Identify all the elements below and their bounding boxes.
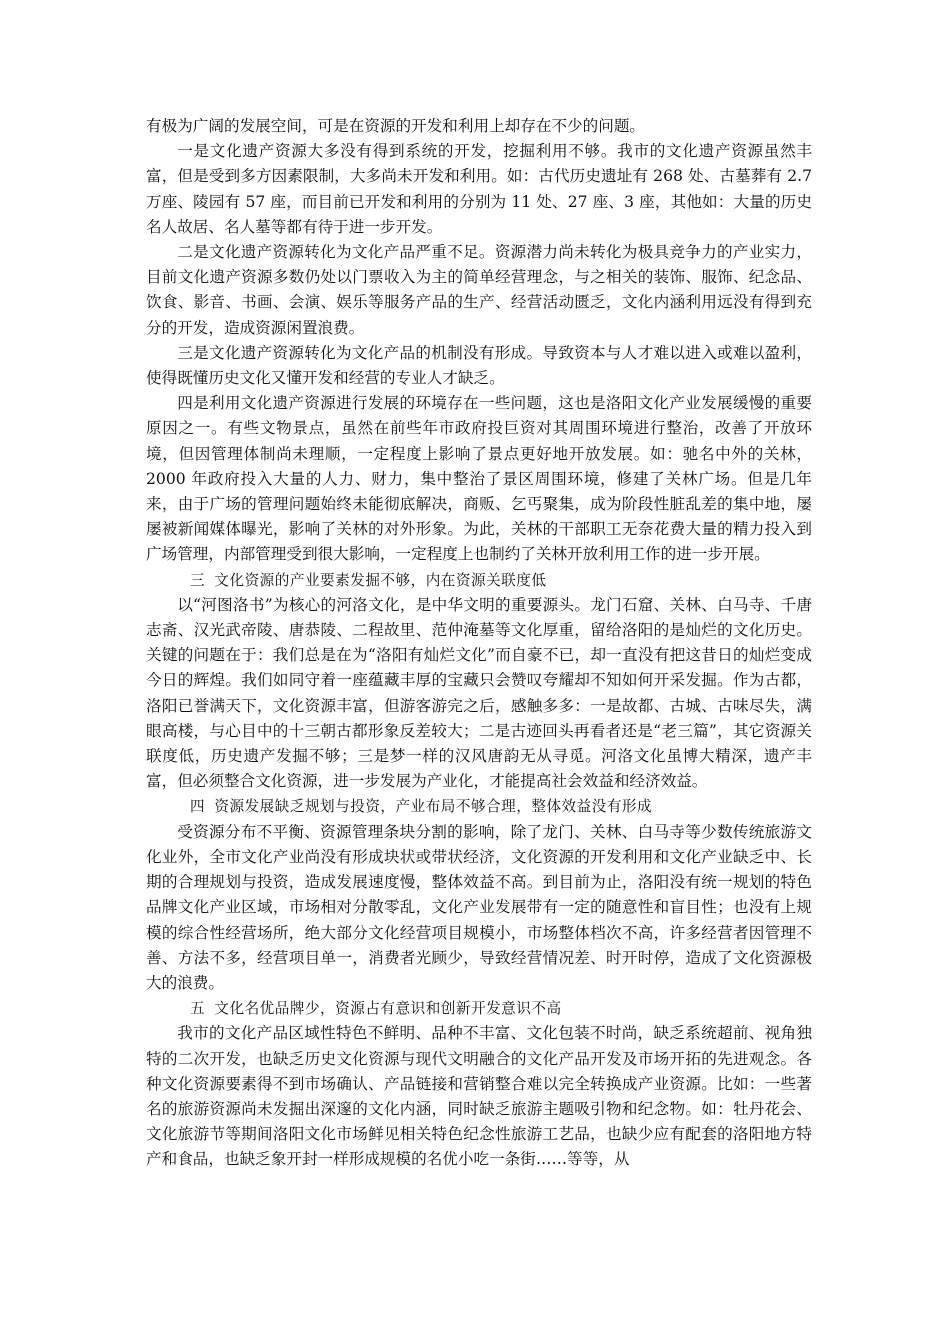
section-heading-four: 四 资源发展缺乏规划与投资，产业布局不够合理，整体效益没有形成 [190, 798, 653, 816]
paragraph-brands: 我市的文化产品区域性特色不鲜明、品种不丰富、文化包装不时尚，缺乏系统超前、视角独特的二次开发，也缺乏历史文化资源与现代文明融合的文化产品开发及市场开拓的先进观念。各种文化资源要素得不到市场确认、产品链接和营销整合难以完全转换成产业资源。比如：一些著名的旅游资源尚未发掘出深邃的文化内涵，同时缺乏旅游主题吸引物和纪念物。如：牡丹花会、文化旅游节等期间洛阳文化市场鲜见相关特色纪念性旅游工艺品，也缺少应有配套的洛阳地方特产和食品，也缺乏象开封一样形成规模的名优小吃一条街……等等，从 [146, 1024, 812, 1169]
paragraph-issue-four: 四是利用文化遗产资源进行发展的环境存在一些问题，这也是洛阳文化产业发展缓慢的重要原因之一。有些文物景点，虽然在前些年市政府投巨资对其周围环境进行整治，改善了开放环境，但因管理体制尚未理顺，一定程度上影响了景点更好地开放发展。如：驰名中外的关林，2000 年政府投入大量的人力、财力，集中整治了景区周围环境，修建了关林广场。但是几年来，由于广场的管理问题始终未能彻底解决，商贩、乞丐聚集，成为阶段性脏乱差的集中地，屡屡被新闻媒体曝光，影响了关林的对外形象。为此，关林的干部职工无奈花费大量的精力投入到广场管理，内部管理受到很大影响，一定程度上也制约了关林开放利用工作的进一步开展。 [146, 394, 812, 564]
document-body [146, 114, 812, 1173]
section-heading-five: 五 文化名优品牌少，资源占有意识和创新开发意识不高 [190, 1000, 562, 1018]
paragraph-issue-one: 一是文化遗产资源大多没有得到系统的开发，挖掘利用不够。我市的文化遗产资源虽然丰富，但是受到多方因素限制，大多尚未开发和利用。如：古代历史遗址有 268 处、古墓葬有 2.7 万座、陵园有 57 座，而目前已开发和利用的分别为 11 处、27 座、3 座，其他如：大量的历史名人故居、名人墓等都有待于进一步开发。 [146, 142, 812, 236]
paragraph-issue-two: 二是文化遗产资源转化为文化产品严重不足。资源潜力尚未转化为极具竞争力的产业实力，目前文化遗产资源多数仍处以门票收入为主的简单经营理念，与之相关的装饰、服饰、纪念品、饮食、影音、书画、会演、娱乐等服务产品的生产、经营活动匮乏，文化内涵利用远没有得到充分的开发，造成资源闲置浪费。 [146, 243, 812, 337]
paragraph-planning-investment: 受资源分布不平衡、资源管理条块分割的影响，除了龙门、关林、白马寺等少数传统旅游文化业外，全市文化产业尚没有形成块状或带状经济，文化资源的开发利用和文化产业缺乏中、长期的合理规划与投资，造成发展速度慢，整体效益不高。到目前为止，洛阳没有统一规划的特色品牌文化产业区域，市场相对分散零乱，文化产业发展带有一定的随意性和盲目性；也没有上规模的综合性经营场所，绝大部分文化经营项目规模小，市场整体档次不高，许多经营者因管理不善、方法不多，经营项目单一，消费者光顾少，导致经营情况差、时开时停，造成了文化资源极大的浪费。 [146, 822, 812, 992]
paragraph-issue-three: 三是文化遗产资源转化为文化产品的机制没有形成。导致资本与人才难以进入或难以盈利，使得既懂历史文化又懂开发和经营的专业人才缺乏。 [146, 343, 812, 388]
paragraph-heluo-culture: 以“河图洛书”为核心的河洛文化，是中华文明的重要源头。龙门石窟、关林、白马寺、千唐志斋、汉光武帝陵、唐恭陵、二程故里、范仲淹墓等文化厚重，留给洛阳的是灿烂的文化历史。关键的问题在于：我们总是在为“洛阳有灿烂文化”而自豪不已，却一直没有把这昔日的灿烂变成今日的辉煌。我们如同守着一座蕴藏丰厚的宝藏只会赞叹夸耀却不知如何开采发掘。作为古都，洛阳已誉满天下，文化资源丰富，但游客游完之后，感触多多：一是故都、古城、古味尽失，满眼高楼，与心目中的十三朝古都形象反差较大；二是古迹回头再看者还是“老三篇”，其它资源关联度低，历史遗产发掘不够；三是梦一样的汉风唐韵无从寻觅。河洛文化虽博大精深，遗产丰富，但必须整合文化资源，进一步发展为产业化，才能提高社会效益和经济效益。 [146, 595, 812, 791]
section-heading-three: 三 文化资源的产业要素发掘不够，内在资源关联度低 [190, 571, 547, 589]
paragraph-intro-continuation: 有极为广阔的发展空间，可是在资源的开发和利用上却存在不少的问题。 [146, 117, 646, 135]
